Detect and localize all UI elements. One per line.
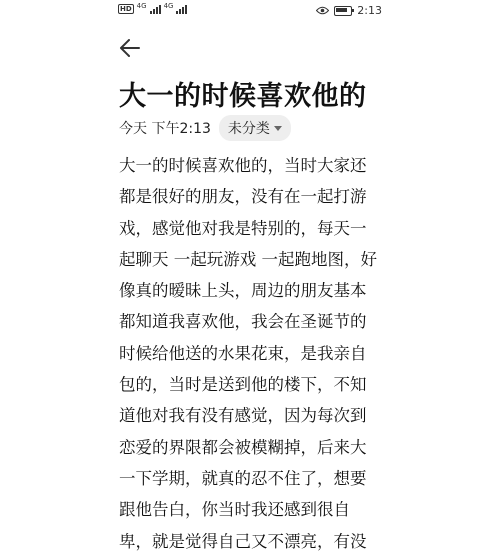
network-type-label: 4G [136, 1, 147, 10]
note-line: 大一的时候喜欢他的，当时大家还 [119, 156, 367, 175]
note-meta [119, 115, 291, 141]
battery-icon [334, 6, 352, 16]
note-line: 都知道我喜欢他，我会在圣诞节的 [119, 312, 367, 332]
signal-icon-2 [176, 4, 187, 14]
note-line: 像真的暧昧上头，周边的朋友基本 [119, 281, 367, 301]
note-line: 都是很好的朋友，没有在一起打游 [119, 187, 367, 207]
status-left [118, 1, 187, 14]
note-line: 卑，就是觉得自己又不漂亮，有没 [119, 531, 367, 551]
status-bar [0, 0, 500, 22]
note-line: 恋爱的界限都会被模糊掉，后来大 [119, 437, 367, 457]
note-line: 跟他告白，你当时我还感到很自 [119, 500, 350, 520]
signal-icon [150, 4, 161, 14]
note-title[interactable]: 大一的时候喜欢他的 [119, 81, 367, 112]
back-button[interactable] [116, 34, 144, 62]
note-line: 戏，感觉他对我是特别的，每天一 [119, 218, 367, 238]
note-line: 包的，当时是送到他的楼下，不知 [119, 375, 367, 395]
note-line: 时候给他送的水果花束，是我亲自 [119, 343, 367, 363]
triangle-down-icon [274, 126, 282, 131]
note-line: 起聊天 一起玩游戏 一起跑地图，好 [119, 249, 377, 269]
arrow-left-icon [116, 34, 144, 62]
category-label: 未分类 [227, 121, 270, 137]
hd-badge: HD [120, 5, 132, 13]
note-date: 今天 下午2:13 [119, 121, 211, 137]
note-line: 道他对我有没有感觉，因为每次到 [119, 406, 367, 426]
status-time: 2:13 [357, 4, 382, 17]
status-right [316, 4, 382, 17]
network-type-label-2: 4G [163, 1, 174, 10]
note-line: 一下学期，就真的忍不住了，想要 [119, 468, 367, 488]
note-body[interactable] [119, 150, 383, 557]
eye-icon [316, 6, 329, 15]
category-dropdown[interactable] [219, 115, 291, 141]
